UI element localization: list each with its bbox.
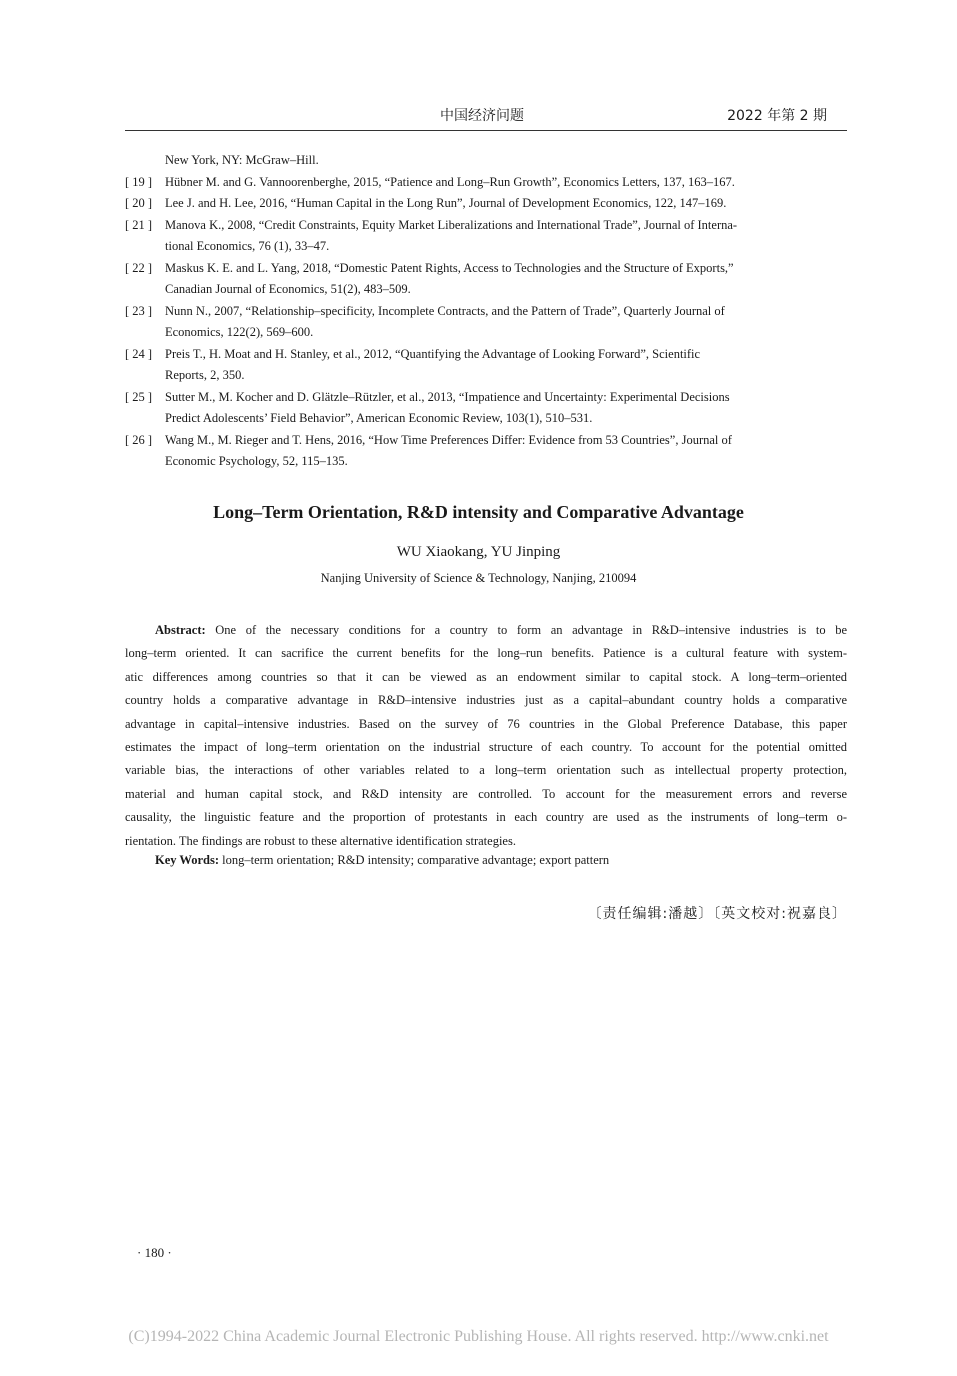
reference-item (125, 258, 847, 301)
reference-line: Wang M., M. Rieger and T. Hens, 2016, “How Time Preferences Differ: Evidence from 53 Countries”, Journal of (165, 432, 732, 447)
reference-line: Hübner M. and G. Vannoorenberghe, 2015, “Patience and Long–Run Growth”, Economics Letters, 137, 163–167. (165, 174, 735, 189)
reference-item (125, 387, 847, 430)
running-header (125, 104, 847, 131)
reference-item (125, 301, 847, 344)
reference-number: [ 20 ] (125, 196, 153, 210)
abstract-line (125, 619, 847, 642)
reference-line: Sutter M., M. Kocher and D. Glätzle–Rützler, et al., 2013, “Impatience and Uncertainty: Experimental Decisions (165, 389, 730, 404)
page-number: · 180 · (137, 1245, 172, 1260)
paper-authors: WU Xiaokang, YU Jinping (396, 544, 561, 560)
issue-number: 2022 年第 2 期 (727, 108, 827, 124)
reference-line: Economics, 122(2), 569–600. (165, 325, 314, 339)
abstract-text: One of the necessary conditions for a country to form an advantage in R&D–intensive industries is to be (215, 623, 847, 637)
abstract-line: long–term oriented. It can sacrifice the current benefits for the long–run benefits. Patience is a cultural feature with system- (125, 646, 847, 661)
abstract-line: material and human capital stock, and R&D intensity are controlled. To account for the measurement errors and reverse (125, 786, 847, 801)
paper-title: Long–Term Orientation, R&D intensity and Comparative Advantage (213, 502, 744, 522)
abstract-line: atic differences among countries so that it can be viewed as an endowment similar to capital stock. A long–term–oriented (125, 669, 847, 684)
reference-line: Preis T., H. Moat and H. Stanley, et al., 2012, “Quantifying the Advantage of Looking Forward”, Scientific (165, 346, 701, 361)
reference-number: [ 21 ] (125, 217, 153, 232)
journal-name: 中国经济问题 (440, 108, 524, 124)
reference-line: Economic Psychology, 52, 115–135. (165, 454, 348, 468)
abstract-line: estimates the impact of long–term orientation on the industrial structure of each country. To account for the potential omitted (125, 740, 847, 755)
reference-item (125, 344, 847, 387)
abstract-line: advantage in capital–intensive industries. Based on the survey of 76 countries in the Global Preference Database, this paper (125, 716, 847, 731)
reference-line: Maskus K. E. and L. Yang, 2018, “Domestic Patent Rights, Access to Technologies and the Structure of Exports,” (165, 260, 734, 275)
reference-line: Nunn N., 2007, “Relationship–specificity, Incomplete Contracts, and the Pattern of Trade”, Quarterly Journal of (165, 303, 725, 318)
copyright-footer: (C)1994-2022 China Academic Journal Electronic Publishing House. All rights reserved. http://www.cnki.net (128, 1328, 829, 1345)
editor-credits: 〔责任编辑:潘越〕〔英文校对:祝嘉良〕 (587, 906, 847, 922)
keywords-label: Key Words: (155, 853, 220, 867)
reference-number: [ 26 ] (125, 432, 153, 447)
reference-line: New York, NY: McGraw–Hill. (165, 153, 319, 167)
abstract (125, 619, 847, 853)
keywords-text: long–term orientation; R&D intensity; comparative advantage; export pattern (222, 853, 610, 867)
reference-line: Canadian Journal of Economics, 51(2), 483–509. (165, 282, 411, 296)
reference-number: [ 24 ] (125, 346, 153, 361)
reference-number: [ 19 ] (125, 174, 153, 189)
reference-number: [ 25 ] (125, 389, 153, 404)
abstract-line: causality, the linguistic feature and the proportion of protestants in each country are used as the instruments of long–term o- (125, 810, 847, 825)
abstract-line: country holds a comparative advantage in R&D–intensive industries just as a capital–abundant country holds a comparative (125, 693, 847, 708)
reference-number: [ 23 ] (125, 303, 153, 318)
reference-item (125, 150, 847, 172)
reference-line: Lee J. and H. Lee, 2016, “Human Capital in the Long Run”, Journal of Development Economics, 122, 147–169. (165, 196, 727, 210)
reference-line: Reports, 2, 350. (165, 368, 245, 382)
reference-item (125, 172, 847, 194)
abstract-label: Abstract: (155, 623, 206, 637)
abstract-line: variable bias, the interactions of other variables related to a long–term orientation such as intellectual property protection, (125, 763, 847, 778)
reference-item (125, 430, 847, 473)
reference-line: tional Economics, 76 (1), 33–47. (165, 239, 330, 253)
reference-item (125, 215, 847, 258)
reference-line: Manova K., 2008, “Credit Constraints, Equity Market Liberalizations and International Trade”, Journal of Interna- (165, 217, 738, 232)
reference-list (125, 150, 847, 473)
reference-line: Predict Adolescents’ Field Behavior”, American Economic Review, 103(1), 510–531. (165, 411, 593, 425)
reference-item (125, 193, 847, 215)
author-affiliation: Nanjing University of Science & Technology, Nanjing, 210094 (320, 571, 637, 585)
keywords (155, 853, 609, 868)
abstract-line: rientation. The findings are robust to these alternative identification strategies. (125, 833, 516, 848)
reference-number: [ 22 ] (125, 260, 153, 275)
